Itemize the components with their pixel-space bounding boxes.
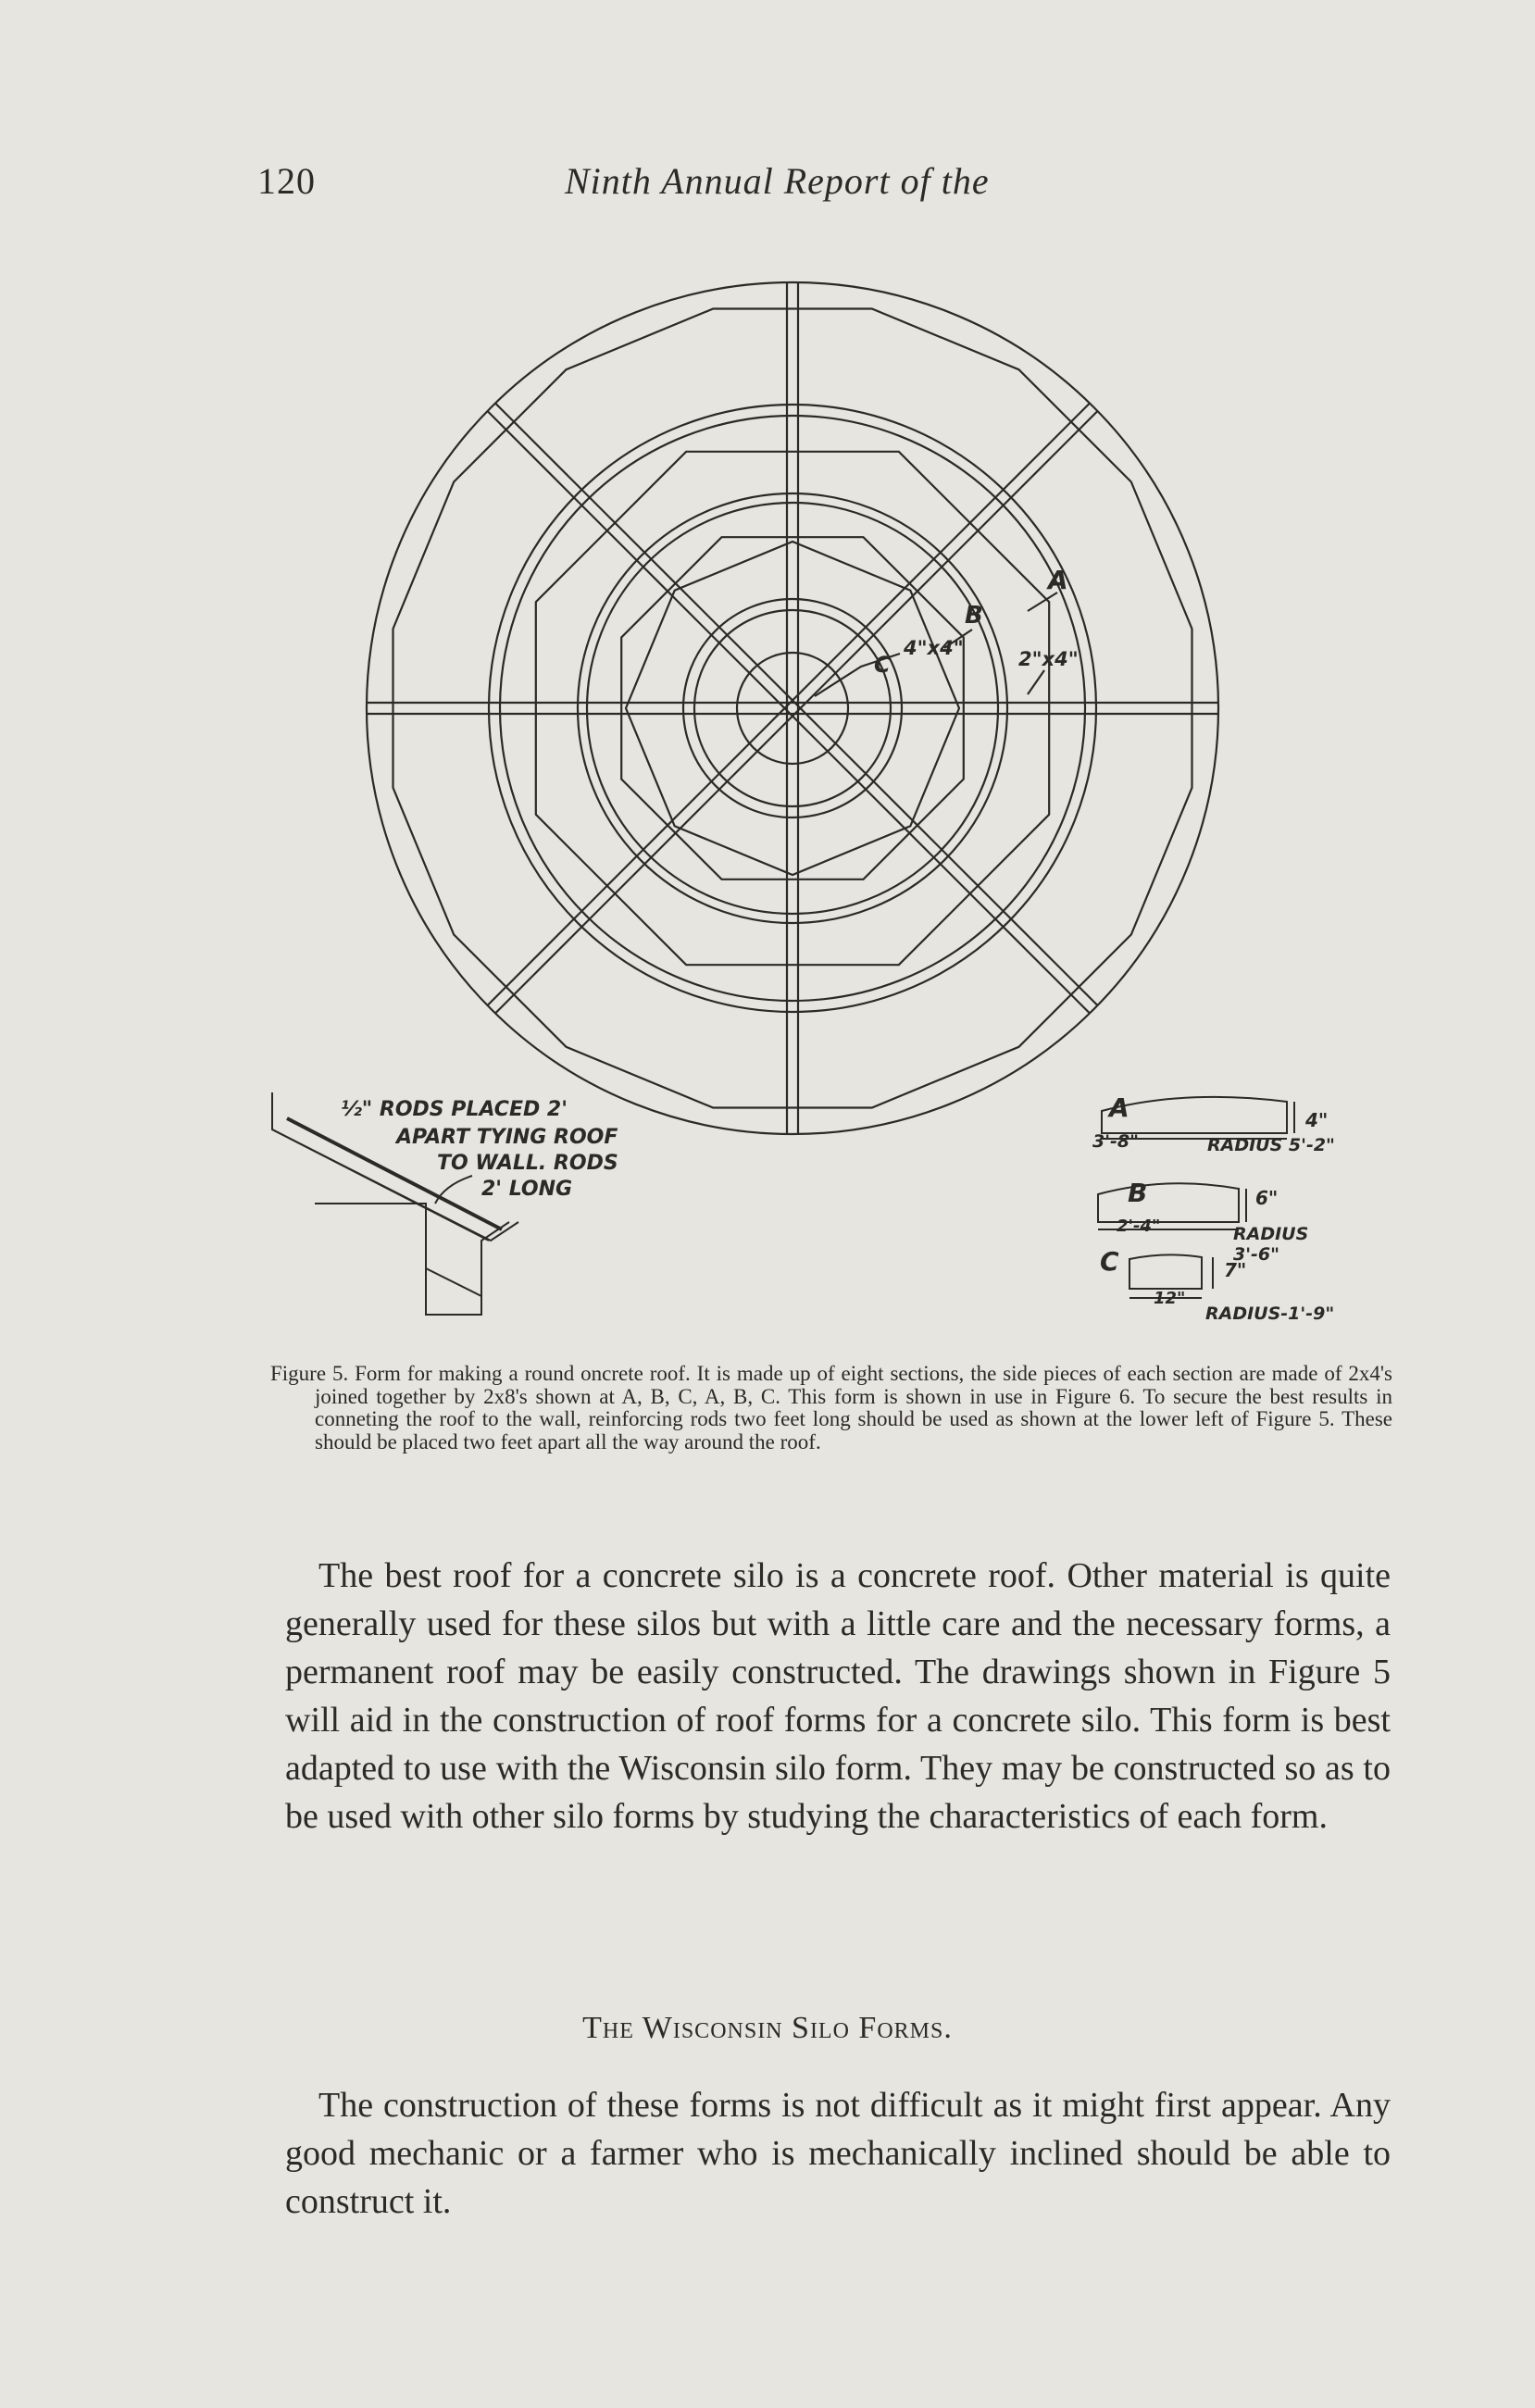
- section-C-chords: [621, 537, 964, 880]
- label-4x4: 4"x4": [904, 637, 964, 659]
- roof-form-diagram: [259, 259, 1398, 1352]
- detail-A-length: 3'-8": [1092, 1131, 1140, 1152]
- detail-B-letter: B: [1128, 1178, 1148, 1208]
- rods-note-line-2: APART TYING ROOF: [396, 1126, 618, 1149]
- leader-2x4: [1028, 670, 1044, 694]
- section-B-chords-inner: [626, 542, 959, 875]
- paragraph-construction: The construction of these forms is not difficult as it might first appear. Any good mechanic or a farmer who is mechanically inclined should be able to construct it.: [285, 2086, 1391, 2221]
- caption-text: Figure 5. Form for making a round oncrete roof. It is made up of eight sections, the side pieces of each section are made of 2x4's joined together by 2x8's shown at A, B, C, A, B, C. This form is shown in use in Figure 6. To secure the best results in conneting the roof to the wall, reinforcing rods two feet long should be used as shown at the lower left of Figure 5. These should be placed two feet apart all the way around the roof.: [270, 1362, 1392, 1454]
- rods-note-line-1: ½" RODS PLACED 2': [341, 1098, 568, 1121]
- center-ring: [737, 653, 848, 764]
- section-B-chords-outer: [536, 452, 1049, 965]
- section-A-profile: [1102, 1097, 1287, 1133]
- outer-circle: [367, 282, 1218, 1134]
- detail-C-length: 12": [1154, 1289, 1186, 1308]
- figure-5-roof-form-drawing: [259, 259, 1398, 1352]
- paragraph-roof: The best roof for a concrete silo is a concrete roof. Other material is quite generally used for these silos but with a little care and the necessary forms, a permanent roof may be easily constructed. The drawings shown in Figure 5 will aid in the construction of roof forms for a concrete silo. This form is best adapted to use with the Wisconsin silo form. They may be constructed so as to be used with other silo forms by studying the characteristics of each form.: [285, 1556, 1391, 1836]
- label-2x4: 2"x4": [1018, 648, 1079, 670]
- label-section-B: B: [965, 602, 983, 630]
- detail-A-letter: A: [1109, 1092, 1129, 1123]
- detail-C-depth: 7": [1224, 1259, 1247, 1281]
- detail-A-radius: RADIUS 5'-2": [1207, 1135, 1335, 1155]
- ring-c-outer: [683, 599, 902, 817]
- detail-B-length: 2'-4": [1117, 1216, 1161, 1236]
- detail-B-depth: 6": [1255, 1187, 1279, 1209]
- detail-B-radius: RADIUS 3'-6": [1233, 1224, 1309, 1265]
- ring-b-inner: [587, 503, 998, 914]
- section-C-profile: [1129, 1254, 1202, 1289]
- detail-A-depth: 4": [1305, 1109, 1329, 1131]
- figure-caption: [270, 1363, 1392, 1454]
- page-number: 120: [257, 160, 316, 202]
- detail-C-letter: C: [1100, 1246, 1119, 1277]
- rods-note-line-4: 2' LONG: [481, 1178, 573, 1201]
- label-section-C: C: [874, 652, 891, 678]
- section-heading-text: The Wisconsin Silo Forms.: [582, 2011, 953, 2045]
- section-A-chords: [393, 309, 1192, 1108]
- ring-c-inner: [694, 610, 891, 806]
- ring-a-outer: [489, 405, 1096, 1012]
- label-section-A: A: [1048, 565, 1068, 595]
- section-heading: [0, 2011, 1535, 2046]
- detail-C-radius: RADIUS-1'-9": [1205, 1304, 1335, 1324]
- rods-note-line-3: TO WALL. RODS: [437, 1152, 618, 1175]
- running-title: Ninth Annual Report of the: [565, 160, 990, 202]
- ring-b-outer: [578, 493, 1007, 923]
